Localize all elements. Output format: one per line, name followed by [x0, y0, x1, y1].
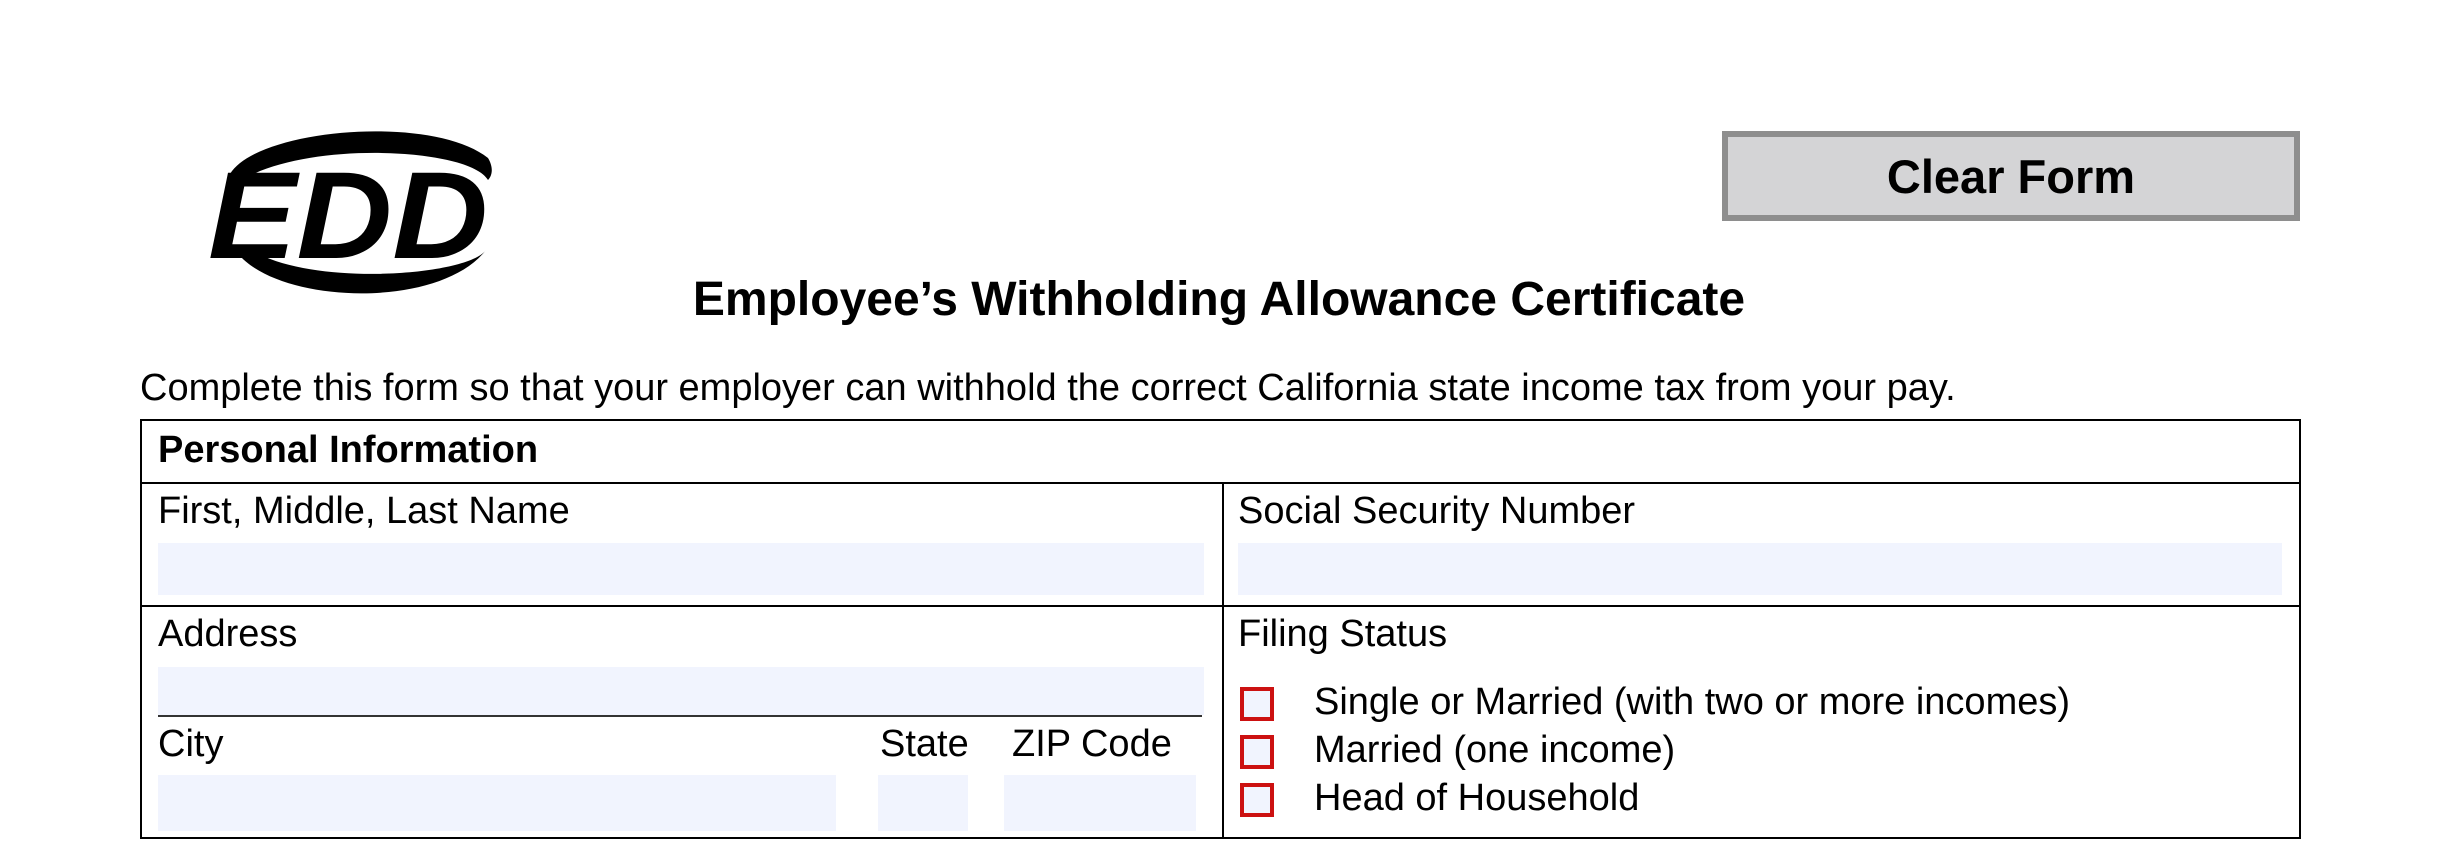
state-field[interactable]	[878, 775, 968, 831]
address-underline	[158, 715, 1202, 717]
head-of-household-checkbox[interactable]	[1240, 783, 1274, 817]
married-checkbox[interactable]	[1240, 735, 1274, 769]
personal-information-box	[140, 419, 2301, 839]
single-checkbox[interactable]	[1240, 687, 1274, 721]
city-label: City	[158, 723, 224, 765]
address-label: Address	[158, 613, 298, 655]
state-label: State	[880, 723, 969, 765]
divider	[142, 482, 2299, 484]
zip-field[interactable]	[1004, 775, 1196, 831]
logo-text: EDD	[208, 147, 488, 285]
intro-text: Complete this form so that your employer can withhold the correct California state income tax from your pay.	[140, 367, 1956, 409]
divider	[142, 605, 2299, 607]
married-option-label: Married (one income)	[1314, 729, 1676, 771]
head-of-household-option-label: Head of Household	[1314, 777, 1640, 819]
city-field[interactable]	[158, 775, 836, 831]
ssn-label: Social Security Number	[1238, 490, 1636, 532]
ssn-field[interactable]	[1238, 543, 2282, 595]
name-label: First, Middle, Last Name	[158, 490, 570, 532]
section-heading: Personal Information	[158, 429, 539, 471]
single-option-label: Single or Married (with two or more incomes)	[1314, 681, 2071, 723]
zip-label: ZIP Code	[1012, 723, 1172, 765]
page-title: Employee’s Withholding Allowance Certificate	[692, 273, 1746, 326]
filing-status-label: Filing Status	[1238, 613, 1448, 655]
name-field[interactable]	[158, 543, 1204, 595]
column-divider	[1222, 482, 1224, 837]
address-field[interactable]	[158, 667, 1204, 715]
clear-form-button[interactable]: Clear Form	[1722, 131, 2300, 221]
